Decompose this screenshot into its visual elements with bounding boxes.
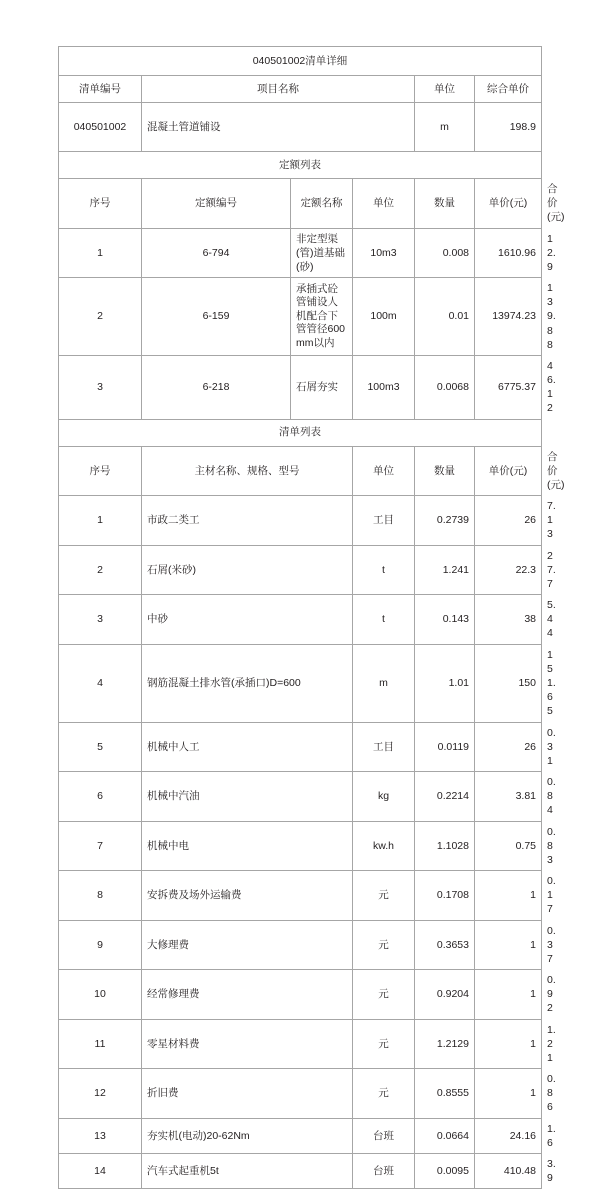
table-row: 1 市政二类工 工目 0.2739 26 7.13 <box>59 496 542 546</box>
material-row-price: 38 <box>475 595 542 645</box>
table-row: 9 大修理费 元 0.3653 1 0.37 <box>59 920 542 970</box>
material-row-no: 14 <box>59 1153 142 1188</box>
summary-price: 198.9 <box>475 103 542 152</box>
material-header-price: 单价(元) <box>475 446 542 496</box>
material-row-unit: 元 <box>353 1069 415 1119</box>
table-row: 5 机械中人工 工目 0.0119 26 0.31 <box>59 722 542 772</box>
summary-data-row <box>59 103 542 152</box>
quota-row-code: 6-794 <box>142 228 291 278</box>
material-row-unit: 元 <box>353 871 415 921</box>
quota-row-no: 2 <box>59 278 142 356</box>
material-row-unit: 工目 <box>353 496 415 546</box>
material-row-no: 12 <box>59 1069 142 1119</box>
material-row-no: 11 <box>59 1019 142 1069</box>
quota-row-code: 6-159 <box>142 278 291 356</box>
summary-header-unit: 单位 <box>415 76 475 103</box>
material-row-no: 6 <box>59 772 142 822</box>
quota-header-qty: 数量 <box>415 179 475 229</box>
table-row: 7 机械中电 kw.h 1.1028 0.75 0.83 <box>59 821 542 871</box>
material-row-name: 经常修理费 <box>142 970 353 1020</box>
quota-row-unit: 10m3 <box>353 228 415 278</box>
quota-row-price: 6775.37 <box>475 355 542 419</box>
material-row-qty: 0.0664 <box>415 1118 475 1153</box>
material-row-name: 机械中电 <box>142 821 353 871</box>
material-row-unit: 元 <box>353 970 415 1020</box>
material-row-qty: 0.3653 <box>415 920 475 970</box>
material-row-no: 9 <box>59 920 142 970</box>
quota-row-name: 非定型渠(管)道基础(砂) <box>291 228 353 278</box>
material-row-unit: kg <box>353 772 415 822</box>
table-row: 10 经常修理费 元 0.9204 1 0.92 <box>59 970 542 1020</box>
material-row-unit: 台班 <box>353 1118 415 1153</box>
table-row: 2 6-159 承插式砼管铺设人机配合下管管径600mm以内 100m 0.01 13974.23 139.88 <box>59 278 542 356</box>
table-row: 13 夯实机(电动)20-62Nm 台班 0.0664 24.16 1.6 <box>59 1118 542 1153</box>
summary-unit: m <box>415 103 475 152</box>
material-row-price: 22.3 <box>475 545 542 595</box>
material-row-qty: 1.01 <box>415 644 475 722</box>
material-row-qty: 0.9204 <box>415 970 475 1020</box>
material-row-no: 7 <box>59 821 142 871</box>
quota-row-qty: 0.008 <box>415 228 475 278</box>
material-row-unit: t <box>353 545 415 595</box>
quota-header-no: 序号 <box>59 179 142 229</box>
table-row: 3 6-218 石屑夯实 100m3 0.0068 6775.37 46.12 <box>59 355 542 419</box>
table-row: 11 零星材料费 元 1.2129 1 1.21 <box>59 1019 542 1069</box>
summary-header-code: 清单编号 <box>59 76 142 103</box>
material-row-qty: 1.241 <box>415 545 475 595</box>
quota-row-no: 1 <box>59 228 142 278</box>
material-row-no: 4 <box>59 644 142 722</box>
material-row-unit: 台班 <box>353 1153 415 1188</box>
material-row-unit: 工目 <box>353 722 415 772</box>
material-row-name: 折旧费 <box>142 1069 353 1119</box>
summary-code: 040501002 <box>59 103 142 152</box>
quota-row-qty: 0.01 <box>415 278 475 356</box>
material-header-name: 主材名称、规格、型号 <box>142 446 353 496</box>
quota-row-price: 13974.23 <box>475 278 542 356</box>
material-row-name: 钢筋混凝土排水管(承插口)D=600 <box>142 644 353 722</box>
material-row-name: 零星材料费 <box>142 1019 353 1069</box>
material-header-qty: 数量 <box>415 446 475 496</box>
material-row-name: 市政二类工 <box>142 496 353 546</box>
page-title: 040501002清单详细 <box>59 47 542 76</box>
material-row-price: 3.81 <box>475 772 542 822</box>
material-row-name: 安拆费及场外运输费 <box>142 871 353 921</box>
quota-row-unit: 100m3 <box>353 355 415 419</box>
quota-header-code: 定额编号 <box>142 179 291 229</box>
summary-name: 混凝土管道铺设 <box>142 103 415 152</box>
material-row-name: 机械中人工 <box>142 722 353 772</box>
material-row-price: 1 <box>475 1069 542 1119</box>
material-row-name: 石屑(米砂) <box>142 545 353 595</box>
table-row: 8 安拆费及场外运输费 元 0.1708 1 0.17 <box>59 871 542 921</box>
quota-row-price: 1610.96 <box>475 228 542 278</box>
material-row-name: 夯实机(电动)20-62Nm <box>142 1118 353 1153</box>
quota-section-heading: 定额列表 <box>59 152 542 179</box>
quota-row-qty: 0.0068 <box>415 355 475 419</box>
material-row-price: 26 <box>475 496 542 546</box>
material-row-price: 1 <box>475 920 542 970</box>
material-row-price: 150 <box>475 644 542 722</box>
material-row-no: 8 <box>59 871 142 921</box>
quote-detail-table <box>58 46 565 1189</box>
material-row-price: 0.75 <box>475 821 542 871</box>
material-row-qty: 1.1028 <box>415 821 475 871</box>
summary-header-row <box>59 76 542 103</box>
material-row-qty: 0.143 <box>415 595 475 645</box>
material-row-unit: 元 <box>353 920 415 970</box>
material-row-price: 1 <box>475 970 542 1020</box>
summary-header-price: 综合单价 <box>475 76 542 103</box>
material-row-no: 1 <box>59 496 142 546</box>
quota-row-name <box>291 278 353 356</box>
quota-header-unit: 单位 <box>353 179 415 229</box>
material-row-unit: t <box>353 595 415 645</box>
quota-row-unit: 100m <box>353 278 415 356</box>
table-row: 3 中砂 t 0.143 38 5.44 <box>59 595 542 645</box>
material-row-name: 大修理费 <box>142 920 353 970</box>
material-row-no: 10 <box>59 970 142 1020</box>
document-title-row <box>59 47 542 76</box>
material-row-no: 2 <box>59 545 142 595</box>
material-row-name: 机械中汽油 <box>142 772 353 822</box>
material-header-unit: 单位 <box>353 446 415 496</box>
table-row: 1 6-794 非定型渠(管)道基础(砂) 10m3 0.008 1610.96 12.9 <box>59 228 542 278</box>
quota-row-name: 石屑夯实 <box>291 355 353 419</box>
material-row-no: 3 <box>59 595 142 645</box>
material-row-qty: 0.8555 <box>415 1069 475 1119</box>
table-row: 4 钢筋混凝土排水管(承插口)D=600 m 1.01 150 151.65 <box>59 644 542 722</box>
material-row-unit: 元 <box>353 1019 415 1069</box>
table-body <box>59 47 565 496</box>
material-row-price: 1 <box>475 871 542 921</box>
material-header-row: 序号 主材名称、规格、型号 单位 数量 单价(元) 合价(元) <box>59 446 542 496</box>
quota-header-price: 单价(元) <box>475 179 542 229</box>
material-row-price: 1 <box>475 1019 542 1069</box>
quota-header-name: 定额名称 <box>291 179 353 229</box>
material-row-qty: 0.0119 <box>415 722 475 772</box>
material-row-qty: 0.2214 <box>415 772 475 822</box>
material-row-unit: m <box>353 644 415 722</box>
material-row-price: 24.16 <box>475 1118 542 1153</box>
material-row-no: 5 <box>59 722 142 772</box>
material-row-unit: kw.h <box>353 821 415 871</box>
table-row: 12 折旧费 元 0.8555 1 0.86 <box>59 1069 542 1119</box>
material-row-name: 汽车式起重机5t <box>142 1153 353 1188</box>
summary-header-name: 项目名称 <box>142 76 415 103</box>
material-section-heading: 清单列表 <box>59 419 542 446</box>
material-row-no: 13 <box>59 1118 142 1153</box>
material-row-qty: 0.0095 <box>415 1153 475 1188</box>
material-section-heading-row <box>59 419 542 446</box>
quota-section-heading-row <box>59 152 542 179</box>
material-row-qty: 0.1708 <box>415 871 475 921</box>
material-row-qty: 0.2739 <box>415 496 475 546</box>
quota-row-no: 3 <box>59 355 142 419</box>
material-header-no: 序号 <box>59 446 142 496</box>
table-row: 6 机械中汽油 kg 0.2214 3.81 0.84 <box>59 772 542 822</box>
quota-row-code: 6-218 <box>142 355 291 419</box>
quota-row-name-text: 承插式砼管铺设人机配合下管管径600mm以内 <box>296 282 346 349</box>
quota-header-row: 序号 定额编号 定额名称 单位 数量 单价(元) 合价(元) <box>59 179 542 229</box>
table-row: 2 石屑(米砂) t 1.241 22.3 27.7 <box>59 545 542 595</box>
material-row-price: 26 <box>475 722 542 772</box>
material-row-qty: 1.2129 <box>415 1019 475 1069</box>
material-row-price: 410.48 <box>475 1153 542 1188</box>
material-row-name: 中砂 <box>142 595 353 645</box>
table-row: 14 汽车式起重机5t 台班 0.0095 410.48 3.9 <box>59 1153 542 1188</box>
